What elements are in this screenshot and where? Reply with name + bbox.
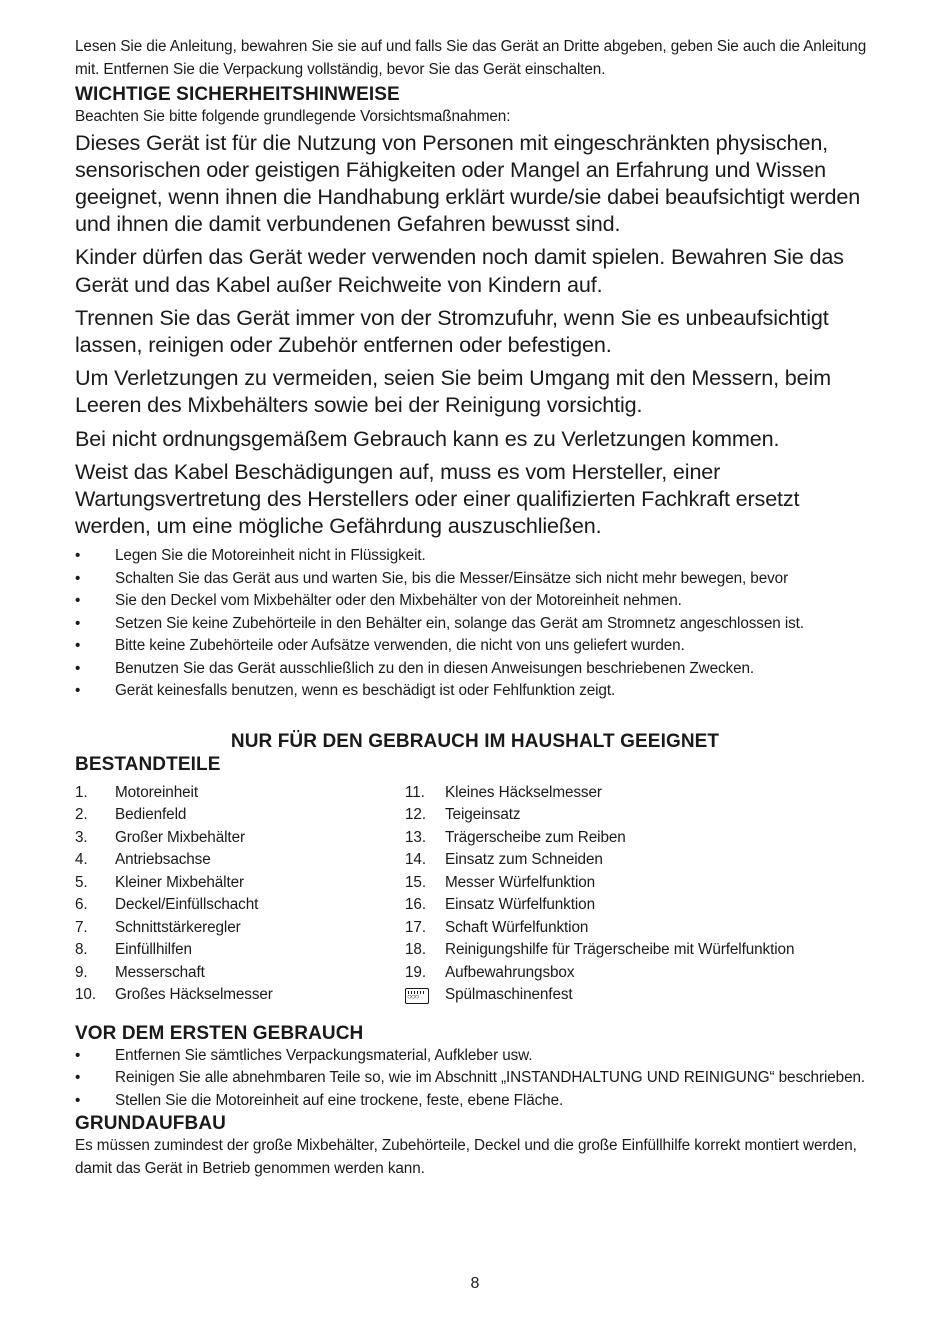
- parts-column-left: [75, 782, 405, 1007]
- part-number: 19.: [405, 963, 426, 981]
- part-label: Trägerscheibe zum Reiben: [445, 828, 626, 846]
- part-label: Messer Würfelfunktion: [445, 873, 596, 891]
- part-number: 4.: [75, 851, 88, 869]
- part-label: Großes Häckselmesser: [115, 986, 273, 1004]
- part-item: [75, 894, 405, 917]
- list-item-text: Setzen Sie keine Zubehörteile in den Behälter ein, solange das Gerät am Stromnetz angeschlossen ist.: [115, 614, 804, 632]
- part-label: Kleines Häckselmesser: [445, 783, 602, 801]
- part-item: [75, 917, 405, 940]
- document-page: [75, 36, 875, 1180]
- list-item: [75, 545, 875, 568]
- list-item: [75, 1067, 875, 1090]
- part-label: Einsatz Würfelfunktion: [445, 896, 595, 914]
- dishwasher-icon: [405, 988, 429, 1004]
- safety-bullet-list: [75, 545, 875, 703]
- assembly-heading: GRUNDAUFBAU: [75, 1113, 226, 1135]
- list-item-text: Gerät keinesfalls benutzen, wenn es beschädigt ist oder Fehlfunktion zeigt.: [115, 682, 616, 700]
- safety-paragraph: Trennen Sie das Gerät immer von der Stromzufuhr, wenn Sie es unbeaufsichtigt lassen, reinigen oder Zubehör entfernen oder befestigen.: [75, 304, 829, 357]
- part-item: [405, 782, 875, 805]
- first-use-bullet-list: [75, 1045, 875, 1113]
- list-item: [75, 658, 875, 681]
- safety-subheading: Beachten Sie bitte folgende grundlegende Vorsichtsmaßnahmen:: [75, 108, 511, 125]
- part-item: [405, 939, 875, 962]
- list-item: [75, 1090, 875, 1113]
- part-item: [75, 872, 405, 895]
- dishwasher-label: Spülmaschinenfest: [445, 986, 573, 1004]
- part-number: 10.: [75, 986, 96, 1004]
- part-label: Reinigungshilfe für Trägerscheibe mit Würfelfunktion: [445, 941, 795, 959]
- part-number: 11.: [405, 783, 425, 801]
- list-item: [75, 635, 875, 658]
- part-item: [405, 872, 875, 895]
- part-number: 18.: [405, 941, 426, 959]
- part-label: Schaft Würfelfunktion: [445, 918, 589, 936]
- safety-paragraph: Weist das Kabel Beschädigungen auf, muss es vom Hersteller, einer Wartungsvertretung des Herstellers oder einer qualifizierten Fachkraft ersetzt werden, um eine mögliche Gefährdung auszuschließen.: [75, 458, 800, 539]
- list-item: [75, 568, 875, 591]
- part-number: 1.: [75, 783, 88, 801]
- part-item: [405, 917, 875, 940]
- part-label: Kleiner Mixbehälter: [115, 873, 245, 891]
- part-item: [405, 894, 875, 917]
- part-number: 12.: [405, 806, 426, 824]
- part-label: Einsatz zum Schneiden: [445, 851, 603, 869]
- part-number: 2.: [75, 806, 88, 824]
- part-number: 9.: [75, 963, 88, 981]
- bullet-marker: •: [75, 592, 81, 610]
- list-item-text: Reinigen Sie alle abnehmbaren Teile so, wie im Abschnitt „INSTANDHALTUNG UND REINIGUNG“ beschrieben.: [115, 1069, 866, 1087]
- part-number: 13.: [405, 828, 426, 846]
- list-item-text: Sie den Deckel vom Mixbehälter oder den Mixbehälter von der Motoreinheit nehmen.: [115, 592, 682, 610]
- list-item-text: Entfernen Sie sämtliches Verpackungsmaterial, Aufkleber usw.: [115, 1046, 533, 1064]
- list-item-text: Benutzen Sie das Gerät ausschließlich zu den in diesen Anweisungen beschriebenen Zwecken.: [115, 659, 755, 677]
- first-use-heading: VOR DEM ERSTEN GEBRAUCH: [75, 1022, 364, 1044]
- part-item: [75, 849, 405, 872]
- part-item: [405, 804, 875, 827]
- part-number: 16.: [405, 896, 426, 914]
- bullet-marker: •: [75, 637, 81, 655]
- part-number: 15.: [405, 873, 426, 891]
- safety-paragraph: Kinder dürfen das Gerät weder verwenden noch damit spielen. Bewahren Sie das Gerät und das Kabel außer Reichweite von Kindern auf.: [75, 244, 844, 297]
- part-number: 7.: [75, 918, 88, 936]
- household-heading: NUR FÜR DEN GEBRAUCH IM HAUSHALT GEEIGNET: [230, 730, 720, 752]
- safety-heading: WICHTIGE SICHERHEITSHINWEISE: [75, 84, 400, 105]
- safety-paragraph: Dieses Gerät ist für die Nutzung von Personen mit eingeschränkten physischen, sensorischen oder geistigen Fähigkeiten oder Mangel an Erfahrung und Wissen geeignet, wenn ihnen die Handhabung erklärt wurde/sie dabei beaufsichtigt werden und ihnen die damit verbundenen Gefahren bewusst sind.: [75, 129, 861, 237]
- part-label: Antriebsachse: [115, 851, 211, 869]
- list-item: [75, 590, 875, 613]
- list-item: [75, 613, 875, 636]
- bullet-marker: •: [75, 659, 81, 677]
- list-item-text: Legen Sie die Motoreinheit nicht in Flüssigkeit.: [115, 547, 426, 565]
- part-label: Teigeinsatz: [445, 806, 521, 824]
- part-label: Großer Mixbehälter: [115, 828, 245, 846]
- parts-list: [75, 782, 875, 1007]
- part-number: 14.: [405, 851, 426, 869]
- safety-paragraph: Um Verletzungen zu vermeiden, seien Sie beim Umgang mit den Messern, beim Leeren des Mixbehälters sowie bei der Reinigung vorsichtig.: [75, 365, 831, 418]
- parts-heading: BESTANDTEILE: [75, 753, 221, 775]
- part-number: 5.: [75, 873, 88, 891]
- part-number: 8.: [75, 941, 88, 959]
- parts-column-right: [405, 782, 875, 1007]
- part-label: Bedienfeld: [115, 806, 187, 824]
- part-number: 3.: [75, 828, 88, 846]
- part-label: Deckel/Einfüllschacht: [115, 896, 259, 914]
- part-item: [405, 962, 875, 985]
- assembly-text: Es müssen zumindest der große Mixbehälter, Zubehörteile, Deckel und die große Einfüllhilfe korrekt montiert werden, damit das Gerät in Betrieb genommen werden kann.: [75, 1137, 857, 1177]
- bullet-marker: •: [75, 1069, 81, 1087]
- part-item: [75, 939, 405, 962]
- intro-text: Lesen Sie die Anleitung, bewahren Sie sie auf und falls Sie das Gerät an Dritte abgeben, geben Sie auch die Anleitung mit. Entfernen Sie die Verpackung vollständig, bevor Sie das Gerät einschalten.: [75, 38, 867, 78]
- part-label: Motoreinheit: [115, 783, 198, 801]
- safety-paragraph: Bei nicht ordnungsgemäßem Gebrauch kann es zu Verletzungen kommen.: [75, 425, 780, 451]
- part-item: [75, 984, 405, 1007]
- part-label: Aufbewahrungsbox: [445, 963, 575, 981]
- bullet-marker: •: [75, 547, 81, 565]
- list-item-text: Stellen Sie die Motoreinheit auf eine trockene, feste, ebene Fläche.: [115, 1091, 564, 1109]
- part-label: Schnittstärkeregler: [115, 918, 241, 936]
- list-item: [75, 680, 875, 703]
- bullet-marker: •: [75, 569, 81, 587]
- part-item: [75, 962, 405, 985]
- page-number: 8: [470, 1275, 480, 1292]
- bullet-marker: •: [75, 1091, 81, 1109]
- bullet-marker: •: [75, 1046, 81, 1064]
- part-item: [75, 804, 405, 827]
- list-item: [75, 1045, 875, 1068]
- part-item: [75, 782, 405, 805]
- part-label: Messerschaft: [115, 963, 205, 981]
- bullet-marker: •: [75, 682, 81, 700]
- dishwasher-safe-item: [405, 984, 875, 1007]
- part-item: [75, 827, 405, 850]
- bullet-marker: •: [75, 614, 81, 632]
- list-item-text: Schalten Sie das Gerät aus und warten Sie, bis die Messer/Einsätze sich nicht mehr bewegen, bevor: [115, 569, 789, 587]
- part-item: [405, 849, 875, 872]
- part-number: 6.: [75, 896, 88, 914]
- part-label: Einfüllhilfen: [115, 941, 192, 959]
- part-item: [405, 827, 875, 850]
- part-number: 17.: [405, 918, 426, 936]
- list-item-text: Bitte keine Zubehörteile oder Aufsätze verwenden, die nicht von uns geliefert wurden.: [115, 637, 685, 655]
